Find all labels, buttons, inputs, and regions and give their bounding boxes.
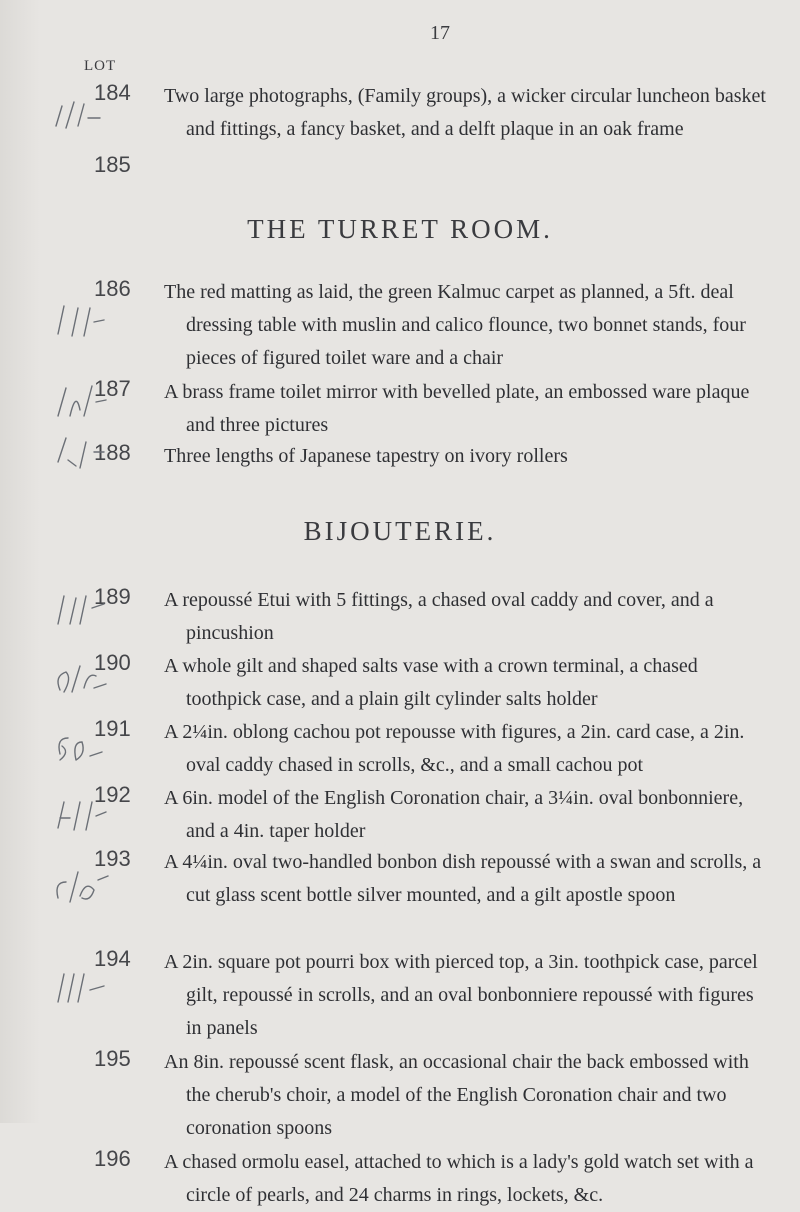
- lot-number: 189: [94, 584, 131, 609]
- lot-description: Three lengths of Japanese tapestry on ivory rollers: [164, 445, 568, 467]
- handwritten-price-note: [50, 380, 110, 424]
- page-number: 17: [430, 22, 450, 44]
- lot-number: 188: [94, 440, 131, 465]
- handwritten-price-note: [50, 794, 110, 838]
- lot-description: A 2¼in. oblong cachou pot repousse with figures, a 2in. card case, a 2in. oval caddy chased in scrolls, &c., and a small cachou pot: [164, 721, 745, 776]
- handwritten-price-note: [50, 588, 110, 632]
- lot-description: A 4¼in. oval two-handled bonbon dish repoussé with a swan and scrolls, a cut glass scent bottle silver mounted, and a gilt apostle spoon: [164, 851, 762, 906]
- lot-description: An 8in. repoussé scent flask, an occasional chair the back embossed with the cherub's choir, a model of the English Coronation chair and two coronation spoons: [164, 1051, 749, 1139]
- lot-description: The red matting as laid, the green Kalmuc carpet as planned, a 5ft. deal dressing table with muslin and calico flounce, two bonnet stands, four pieces of figured toilet ware and a chair: [164, 281, 746, 369]
- lot-number: 192: [94, 782, 131, 807]
- lot-description: A 2in. square pot pourri box with pierced top, a 3in. toothpick case, parcel gilt, repoussé in scrolls, and an oval bonbonniere repoussé with figures in panels: [164, 951, 758, 1039]
- lot-number: 186: [94, 276, 131, 301]
- handwritten-price-note: [50, 658, 110, 702]
- lot-description: A 6in. model of the English Coronation chair, a 3¼in. oval bonbonniere, and a 4in. taper holder: [164, 787, 744, 842]
- handwritten-price-note: [50, 724, 110, 768]
- lot-description: A whole gilt and shaped salts vase with a crown terminal, a chased toothpick case, and a plain gilt cylinder salts holder: [164, 655, 698, 710]
- lot-description: Two large photographs, (Family groups), a wicker circular luncheon basket and fittings, a fancy basket, and a delft plaque in an oak frame: [164, 85, 766, 140]
- lot-number: 191: [94, 716, 131, 741]
- lot-description: A brass frame toilet mirror with bevelled plate, an embossed ware plaque and three pictures: [164, 381, 750, 436]
- handwritten-price-note: [50, 866, 110, 910]
- lot-number: 195: [94, 1046, 131, 1071]
- page-edge-shadow: [0, 0, 40, 1123]
- lot-description: A chased ormolu easel, attached to which is a lady's gold watch set with a circle of pearls, and 24 charms in rings, lockets, &c.: [164, 1151, 754, 1206]
- lot-description: A repoussé Etui with 5 fittings, a chased oval caddy and cover, and a pincushion: [164, 589, 714, 644]
- lot-number: 196: [94, 1146, 131, 1171]
- section-heading-bijouterie: BIJOUTERIE.: [303, 516, 497, 546]
- lot-number: 193: [94, 846, 131, 871]
- section-heading-turret-room: THE TURRET ROOM.: [247, 214, 553, 244]
- lot-number: 194: [94, 946, 131, 971]
- handwritten-price-note: [50, 432, 110, 476]
- handwritten-price-note: [50, 966, 110, 1010]
- handwritten-price-note: [50, 300, 110, 344]
- lot-number: 185: [94, 152, 131, 177]
- handwritten-price-note: [50, 96, 110, 140]
- lot-column-heading: LOT: [84, 58, 117, 74]
- lot-number: 187: [94, 376, 131, 401]
- lot-number: 190: [94, 650, 131, 675]
- lot-number: 184: [94, 80, 131, 105]
